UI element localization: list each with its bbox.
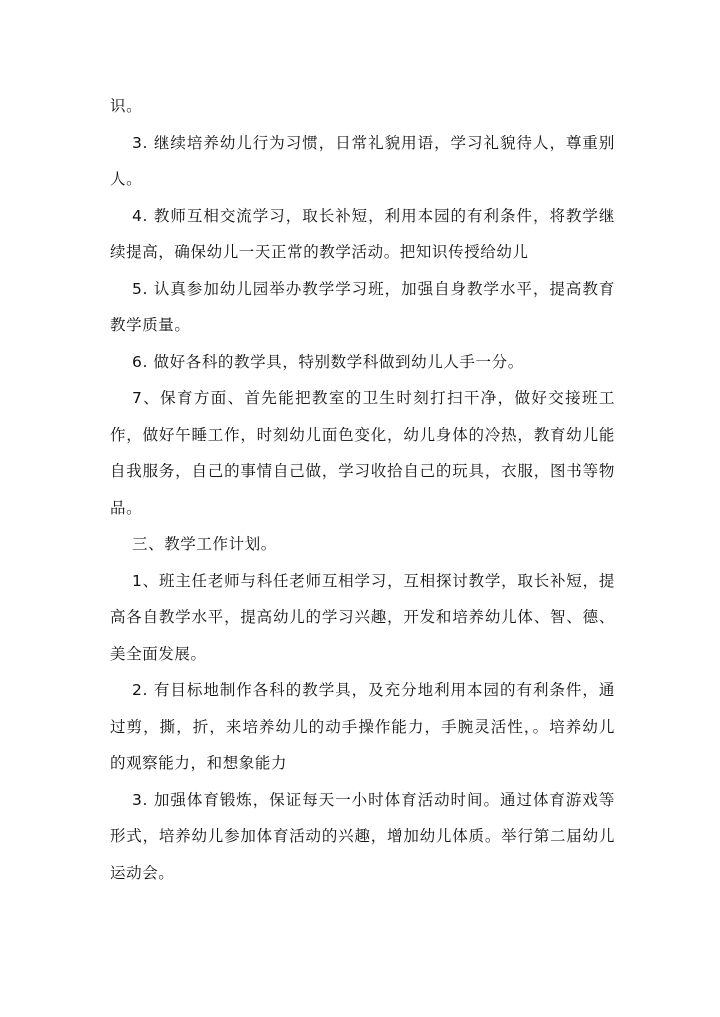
- paragraph-item-6-teaching-aids: 6. 做好各科的教学具，特别数学科做到幼儿人手一分。: [132, 352, 524, 371]
- section-heading-teaching-plan: 三、教学工作计划。: [132, 535, 277, 553]
- paragraph-plan-item-2: 2. 有目标地制作各科的教学具，及充分地利用本园的有利条件，通过剪，撕，折，来培养幼儿的动手操作能力，手腕灵活性，。培养幼儿的观察能力，和想象能力: [110, 681, 615, 772]
- document-body: [110, 88, 615, 891]
- paragraph-plan-item-1: 1、班主任老师与科任老师互相学习，互相探讨教学，取长补短，提高各自教学水平，提高幼儿的学习兴趣，开发和培养幼儿体、智、德、美全面发展。: [110, 571, 615, 663]
- paragraph-item-5-training: 5. 认真参加幼儿园举办教学学习班，加强自身教学水平，提高教育教学质量。: [110, 279, 615, 334]
- paragraph-item-3-manners: 3. 继续培养幼儿行为习惯，日常礼貌用语，学习礼貌待人，尊重别人。: [110, 133, 615, 188]
- paragraph-item-4-teacher-exchange: 4. 教师互相交流学习，取长补短，利用本园的有利条件，将教学继续提高，确保幼儿一天正常的教学活动。把知识传授给幼儿: [110, 206, 615, 261]
- paragraph-item-7-childcare: 7、保育方面、首先能把教室的卫生时刻打扫干净，做好交接班工作，做好午睡工作，时刻幼儿面色变化，幼儿身体的冷热，教育幼儿能自我服务，自己的事情自己做，学习收拾自己的玩具，衣服，图书等物品。: [110, 389, 615, 517]
- paragraph-continuation: 识。: [110, 97, 143, 115]
- paragraph-plan-item-3: 3. 加强体育锻炼，保证每天一小时体育活动时间。通过体育游戏等形式，培养幼儿参加体育活动的兴趣，增加幼儿体质。举行第二届幼儿运动会。: [110, 790, 615, 882]
